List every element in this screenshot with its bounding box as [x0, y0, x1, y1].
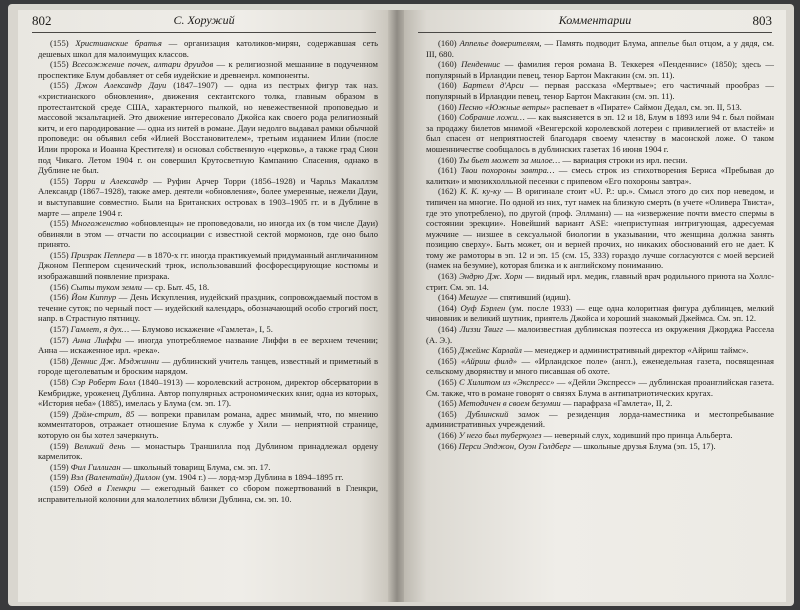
entry-term: Собрание ложи…	[459, 112, 525, 123]
entry-text: — школьный товарищ Блума, см. эп. 17.	[122, 461, 271, 472]
entry-text: — ср. Быт. 45, 18.	[144, 281, 210, 292]
entry-text: — вопреки правилам романа, адрес мнимый, что, по мнению комментаторов, отражает отношение Блума к службе у Хили — неприятной странице, которую он бы хотел зачеркнуть.	[38, 408, 378, 440]
entry-text: — резиденция лорда-наместника и местопребывание административных учреждений.	[426, 408, 774, 430]
entry-number: (155)	[50, 38, 69, 48]
entry-text: — вариация строки из ирл. песни.	[562, 154, 688, 165]
entry-term: Эндрю Дж. Хорн	[459, 271, 523, 282]
right-running-head-title: Комментарии	[558, 13, 632, 27]
left-running-head-title: С. Хоружий	[173, 13, 235, 27]
left-running-head	[32, 10, 376, 33]
commentary-entry	[426, 186, 774, 271]
commentary-entry	[38, 472, 378, 483]
entry-number: (166)	[438, 429, 457, 440]
entry-term: Многоженство	[71, 218, 129, 229]
commentary-entry	[38, 250, 378, 282]
entry-text: — Память подводит Блума, аппелье был отцом, а у дядя, см. III, 680.	[426, 38, 775, 59]
entry-term: Обед в Гленкри	[73, 482, 136, 493]
commentary-entry	[426, 409, 774, 430]
commentary-entry	[426, 345, 774, 356]
entry-number: (160)	[438, 80, 457, 91]
commentary-entry	[38, 409, 378, 441]
commentary-entry	[426, 356, 774, 377]
commentary-entry	[38, 441, 378, 462]
entry-term: Призрак Пеппера	[70, 249, 135, 260]
entry-text: — видный ирл. медик, главный врач родильного приюта на Холлс-стрит. См. эп. 14.	[426, 271, 775, 292]
entry-text: (ум. после 1933) — еще одна колоритная фигура дублинцев, мелкий чиновник и великий шутник, приятель Джойса и хороший знакомый Джеймса. См. эп. 12.	[426, 302, 774, 324]
entry-text: — парафраза «Гамлета», II, 2.	[562, 398, 673, 409]
entry-term: Оуф Бэрлен	[460, 302, 506, 313]
entry-text: распевает в «Пирате» Саймон Дедал, см. эп. II, 513.	[552, 101, 742, 112]
commentary-entry	[38, 38, 378, 59]
entry-number: (156)	[50, 281, 69, 292]
entry-text: — неверный слух, ходивший про принца Альберта.	[543, 429, 733, 440]
commentary-entry	[426, 303, 774, 324]
entry-term: Торри и Александр	[73, 175, 148, 186]
left-page-text	[18, 33, 390, 504]
commentary-entry	[38, 483, 378, 504]
entry-number: (160)	[438, 112, 457, 123]
entry-text: — фамилия героя романа В. Теккерея «Пенденнис» (1850); здесь — популярный в Ирландии певец, тенор Бартон Макгакин (см. эп. 11).	[426, 59, 774, 80]
entry-number: (161)	[438, 165, 457, 176]
commentary-entry	[426, 271, 774, 292]
entry-term: Джеймс Карлайл	[458, 345, 522, 356]
entry-number: (156)	[50, 292, 69, 303]
commentary-entry	[38, 356, 378, 377]
left-page	[18, 10, 390, 602]
entry-number: (159)	[50, 461, 69, 472]
entry-term: Христианские братья	[75, 38, 162, 48]
right-page	[404, 10, 786, 602]
entry-term: Перси Эпджон, Оуэн Голдберг	[458, 440, 571, 451]
commentary-entry	[38, 324, 378, 335]
left-page-number: 802	[32, 13, 52, 28]
entry-term: Лиззи Твигг	[459, 324, 504, 335]
entry-text: (1847–1907) — одна из пестрых фигур так наз. «христианского обновления», движения сектантского толка, главным образом в протестантской среде США, характерного пылкой, но невежественной проповедью и массовой экзальтацией. Это движение интересовало Джойса как своего рода религиозный китч, и его пародирование — одна из нитей в романе. Дауи недолго выдавал рамки обычной проповеди: он объявил себя «Илией Восстановителем», третьим изданием Илии (после Илии пророка и Иоанна Крестителя) и основал собственную «церковь», а также град Сион под Чикаго. Летом 1904 г. он совершил Крутосветную Кампанию Спасения, однако в Дублине не был.	[38, 80, 378, 176]
entry-number: (158)	[50, 355, 69, 366]
entry-number: (159)	[50, 440, 69, 451]
commentary-entry	[426, 165, 774, 186]
entry-number: (164)	[438, 292, 457, 303]
entry-term: Всесожжение почек, алтари друидов	[71, 59, 214, 70]
commentary-entry	[38, 80, 378, 175]
entry-term: Деннис Дж. Мэджинни	[71, 355, 159, 366]
entry-text: — спятивший (идиш).	[489, 292, 571, 303]
entry-term: Великий день	[74, 440, 126, 451]
entry-term: У него был туберкулез	[458, 429, 542, 440]
commentary-entry	[426, 155, 774, 166]
entry-number: (155)	[50, 249, 69, 260]
entry-text: — В оригинале стоит «U. P.: up.». Смысл этого до сих пор неведом, и типичен на многие. По одной из них, тут намек на близкую смерть (в учете «Оливера Твиста», где это употреблено), по другой (проф. Эллманн) — на «извержение почти вместо спермы в состоянии эрекции». Новейший вариант ASE: «неприступная интригующая, адресуемая мужчине — низшее в сексуальной биологии в указывании, что женщина должна занять позицию сверху». Быть может, он и верней прочих, но никаких обоснований его не дает. К тому же рамоторы в эп. 12 и эп. 15 (см. 15, 333) гораздо лучше согласуются с моей версией (намек на безумие), которая близка и к английскому пониманию.	[426, 186, 775, 271]
commentary-entry	[38, 292, 378, 324]
entry-number: (158)	[50, 377, 69, 387]
entry-term: Анна Лиффи	[72, 334, 122, 345]
entry-number: (155)	[50, 175, 69, 186]
commentary-entry	[426, 112, 774, 154]
right-running-head	[418, 10, 772, 33]
entry-term: Фил Гиллиган	[70, 461, 121, 472]
entry-number: (163)	[438, 271, 457, 282]
entry-text: «обновленцы» не проповедовали, но иногда их (в том числе Дауи) обвиняли в этом — отчасти по ассоциации с известной сектой мормонов, где оно было принято.	[38, 218, 378, 250]
entry-number: (165)	[438, 345, 457, 356]
entry-term: С Хилитом из «Экспресс»	[459, 377, 555, 387]
entry-text: — организация католиков-мирян, содержавшая сеть дешевых школ для малоимущих классов.	[38, 38, 379, 59]
entry-number: (160)	[438, 101, 457, 112]
entry-number: (155)	[50, 80, 69, 91]
entry-text: — ежегодный банкет со сбором пожертвований в Гленкри, исправительной колонии для малолетних вблизи Дублина, см. эп. 10.	[38, 482, 378, 504]
entry-text: — к религиозной мешанине в подученном проспектике Блум добавляет от себя иудейские и древнеирл. компоненты.	[38, 59, 378, 80]
entry-term: Ты бьет может за милое…	[458, 154, 561, 165]
entry-number: (159)	[50, 472, 69, 483]
entry-text: (1840–1913) — королевский астроном, директор обсерватории в Кембридже, уроженец Дублина. Автор популярных астрономических книг, одна из которых, «История неба» (1885), имелась у Блума (см. эп. 17).	[38, 377, 378, 409]
entry-text: — дублинский учитель танцев, известный и приметный в городе щеголеватым и броским нарядом.	[38, 355, 379, 377]
entry-number: (160)	[438, 154, 457, 165]
entry-number: (157)	[50, 324, 69, 335]
entry-text: — менеджер и административный директор «Айриш таймс».	[524, 345, 749, 356]
entry-term: «Айриш филд»	[461, 355, 518, 366]
entry-number: (162)	[438, 186, 457, 197]
entry-number: (155)	[50, 59, 69, 70]
entry-term: Мешуге	[458, 292, 488, 303]
entry-term: Гамлет, я дух…	[70, 324, 130, 335]
commentary-entry	[38, 59, 378, 80]
commentary-entry	[426, 102, 774, 113]
commentary-entry	[426, 292, 774, 303]
commentary-entry	[426, 59, 774, 80]
entry-text: — как выясняется в эп. 12 и 18, Блум в 1893 или 94 г. был пойман за продажу билетов мнимой «Венгерской королевской лотереи с привилегией от властей» и был спасен от неприятностей благодаря своему членству в масонской ложе. О таком мошенничестве сообщалось в дублинских газетах 16 июня 1904 г.	[426, 112, 775, 154]
entry-term: Бартелл д'Арси	[462, 80, 524, 91]
entry-number: (166)	[438, 440, 457, 451]
entry-term: Методичен в своем безумии	[458, 398, 561, 409]
commentary-entry	[426, 430, 774, 441]
commentary-entry	[38, 377, 378, 409]
entry-term: Джон Александр Дауи	[75, 80, 167, 91]
entry-term: Песню «Южные ветры»	[458, 101, 551, 112]
entry-number: (165)	[438, 377, 457, 387]
entry-number: (164)	[438, 302, 457, 313]
open-book	[8, 4, 794, 606]
entry-number: (160)	[438, 59, 457, 70]
commentary-entry	[38, 335, 378, 356]
entry-number: (155)	[50, 218, 69, 229]
entry-number: (165)	[438, 398, 457, 409]
entry-term: Дублинский замок	[466, 408, 540, 419]
entry-text: — смесь строк из стихотворения Бернса «Пребывая до калитки» и мюзикхолльной песенки с припевом «Его похороны завтра».	[426, 165, 774, 186]
entry-term: Дэйм-стрит, 85	[72, 408, 135, 419]
entry-text: — Блумово искажение «Гамлета», I, 5.	[131, 324, 273, 335]
entry-number: (165)	[438, 355, 457, 366]
entry-text: — школьные друзья Блума (эп. 15, 17).	[572, 440, 716, 451]
commentary-entry	[38, 462, 378, 473]
entry-text: — День Искупления, иудейский праздник, сопровождаемый постом в течение суток; по черный пост — иудейский календарь, обозначающий особо строгий пост, напр. в Страстную пятницу.	[38, 292, 378, 324]
entry-term: Аппелье доверителям,	[459, 38, 542, 48]
entry-term: Вэл (Валентайн) Диллон	[70, 472, 161, 483]
commentary-entry	[426, 38, 774, 59]
entry-text: — Руфин Арчер Торри (1856–1928) и Чарльз Макаллэм Александр (1867–1928), также амер. деятели «обновления», более умеренные, нежели Дауи, и выступавшие совместно. Были на Британских островах в 1903–1905 гг. и в Дублине в марте — апреле 1904 г.	[38, 175, 378, 218]
entry-text: — «Ирландское поле» (англ.), еженедельная газета, посвященная сельскому дворянству и много писавшая об охоте.	[426, 355, 774, 377]
commentary-entry	[426, 441, 774, 452]
entry-number: (165)	[438, 408, 457, 419]
entry-term: Пенденнис	[461, 59, 501, 70]
entry-text: — малоизвестная дублинская поэтесса из окружения Джорджа Рассела (А. Э.).	[426, 324, 775, 345]
commentary-entry	[426, 377, 774, 398]
entry-text: — монастырь Траншилла под Дублином принадлежал ордену кармелиток.	[38, 440, 379, 462]
entry-term: Сыты туком земли	[70, 281, 143, 292]
entry-term: Сэр Роберт Болл	[71, 377, 136, 387]
entry-term: К. К. ку-ку	[459, 186, 501, 197]
entry-term: Йом Киппур	[71, 292, 117, 303]
entry-number: (157)	[50, 334, 69, 345]
entry-text: — «Дейли Экспресс» — дублинская проанглийская газета. См. также, что в романе говорят о связях Блума в антипатриотических кругах.	[426, 377, 775, 398]
commentary-entry	[38, 282, 378, 293]
right-page-number: 803	[752, 13, 772, 28]
entry-text: (ум. 1904 г.) — лорд-мэр Дублина в 1894–1895 гг.	[162, 472, 344, 483]
entry-text: — в 1870-х гг. иногда практикуемый придуманный англичанином Джоном Пеппером сценический трюк, использовавший фосфоресцирующие костюмы и изображавший появление призрака.	[38, 249, 378, 282]
entry-text: — первая рассказа «Мертвые»; его частичный прообраз — популярный в Ирландии певец, тенор Бартон Макгакин (см. эп. 11).	[426, 80, 774, 101]
entry-number: (160)	[438, 38, 457, 48]
entry-term: Твои похороны завтра…	[460, 165, 555, 176]
commentary-entry	[38, 218, 378, 250]
commentary-entry	[426, 398, 774, 409]
right-page-text	[404, 33, 786, 451]
commentary-entry	[426, 80, 774, 101]
entry-number: (159)	[50, 408, 69, 419]
entry-text: — иногда употребляемое название Лиффи в ее верхнем течении; Анна — искаженное ирл. «река».	[38, 334, 379, 356]
commentary-entry	[38, 176, 378, 218]
entry-number: (164)	[438, 324, 457, 335]
entry-number: (159)	[50, 482, 69, 493]
commentary-entry	[426, 324, 774, 345]
